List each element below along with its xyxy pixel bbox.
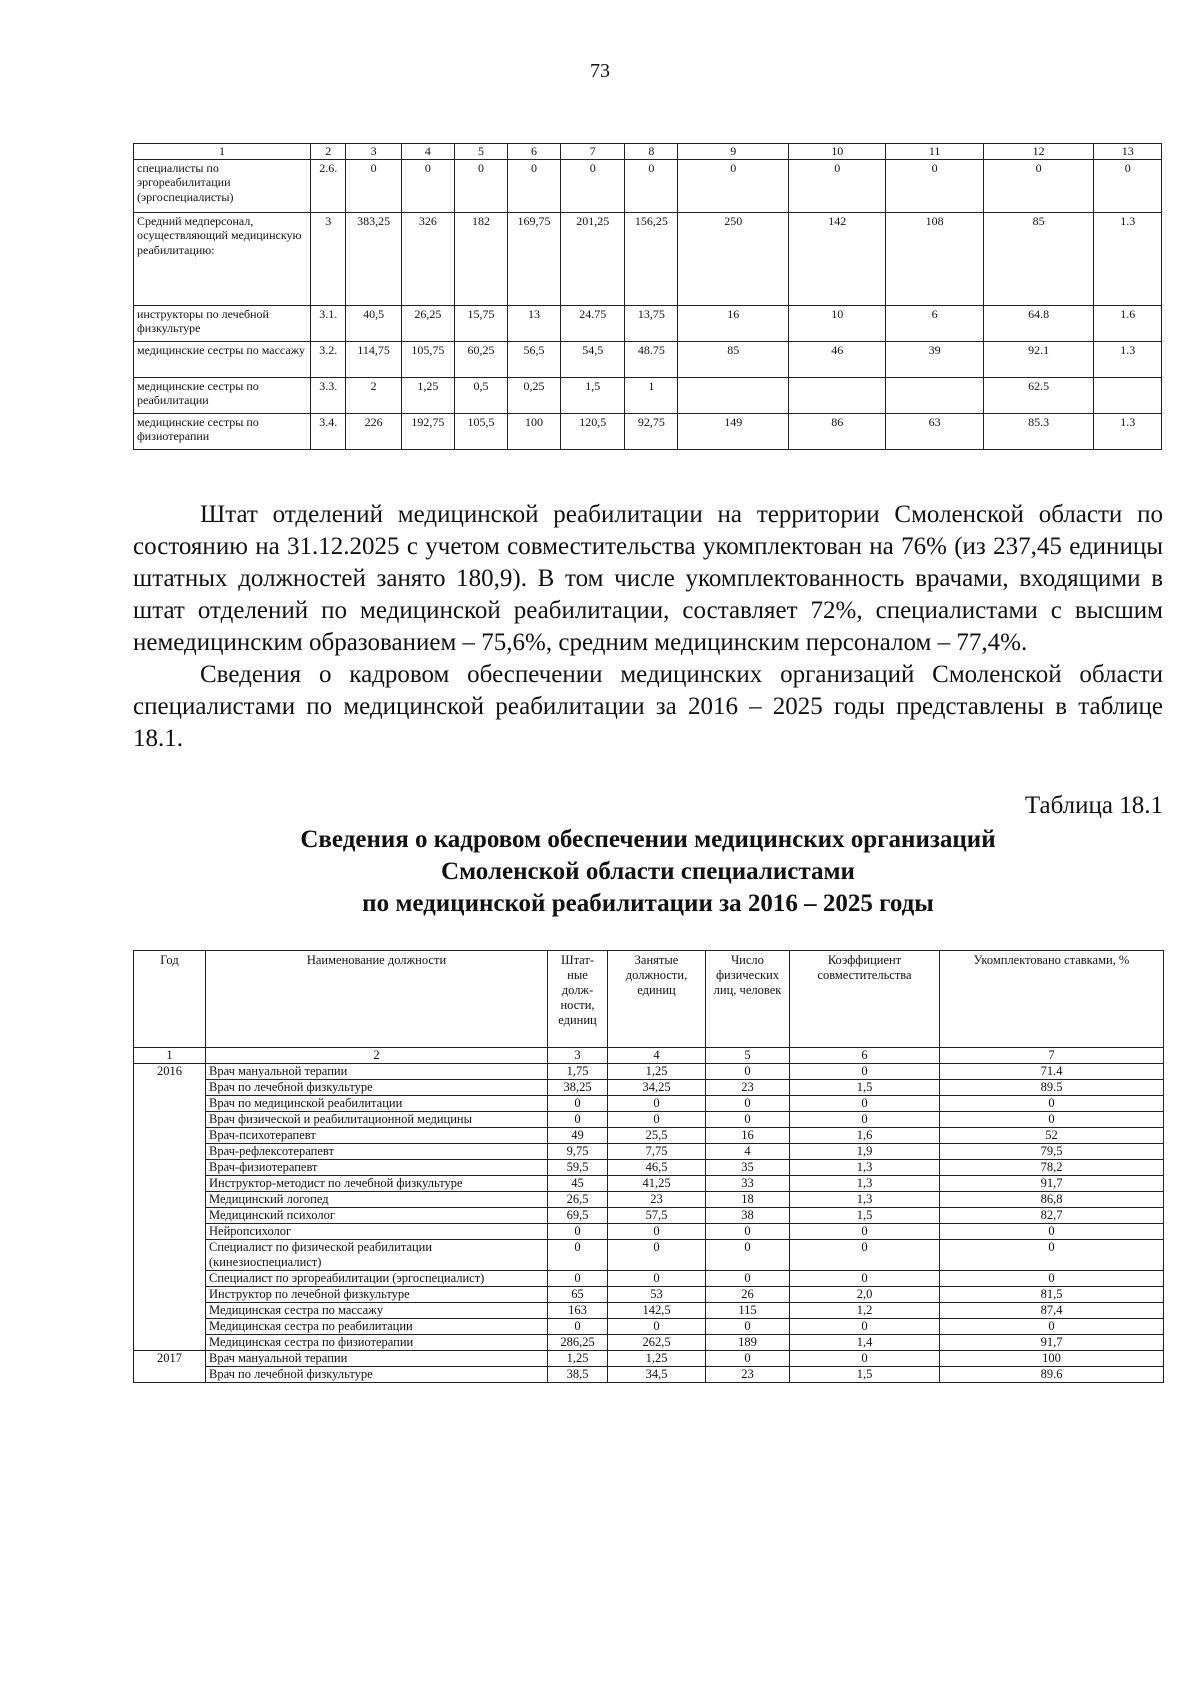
value-cell: 53	[608, 1287, 706, 1303]
position-name-cell: Специалист по физической реабилитации (кинезиоспециалист)	[206, 1240, 548, 1271]
position-name-cell: Врач по лечебной физкультуре	[206, 1367, 548, 1383]
value-cell: 0,5	[454, 378, 507, 414]
value-cell: 0	[706, 1224, 790, 1240]
column-number: 7	[940, 1048, 1164, 1064]
column-number: 12	[983, 144, 1094, 160]
position-name-cell: медицинские сестры по реабилитации	[134, 378, 311, 414]
table-header-row	[134, 951, 1164, 1048]
position-name-cell: Медицинская сестра по массажу	[206, 1303, 548, 1319]
value-cell: 82,7	[940, 1208, 1164, 1224]
value-cell: 6	[886, 306, 983, 342]
paragraph-table-reference: Сведения о кадровом обеспечении медицинских организаций Смоленской области специалистами по медицинской реабилитации за 2016 – 2025 годы представлены в таблице 18.1.	[133, 661, 1163, 752]
value-cell: 3.3.	[311, 378, 346, 414]
value-cell: 1,2	[790, 1303, 940, 1319]
table-row	[134, 1367, 1164, 1383]
value-cell: 46,5	[608, 1160, 706, 1176]
value-cell: 1,9	[790, 1144, 940, 1160]
value-cell: 26	[706, 1287, 790, 1303]
value-cell: 182	[454, 213, 507, 306]
value-cell: 0	[608, 1096, 706, 1112]
value-cell: 91,7	[940, 1335, 1164, 1351]
value-cell: 149	[678, 414, 789, 450]
value-cell: 120,5	[561, 414, 625, 450]
value-cell: 1,25	[608, 1064, 706, 1080]
value-cell: 0	[608, 1224, 706, 1240]
table-row	[134, 1160, 1164, 1176]
value-cell: 114,75	[346, 342, 401, 378]
value-cell: 78,2	[940, 1160, 1164, 1176]
table-row	[134, 1144, 1164, 1160]
value-cell: 25,5	[608, 1128, 706, 1144]
value-cell: 0	[940, 1240, 1164, 1271]
value-cell: 26,5	[548, 1192, 608, 1208]
value-cell: 0	[625, 160, 678, 213]
value-cell: 0	[706, 1351, 790, 1367]
value-cell: 0	[790, 1240, 940, 1271]
staffing-table-continued	[133, 143, 1162, 450]
value-cell: 0	[790, 1064, 940, 1080]
value-cell	[678, 378, 789, 414]
value-cell: 108	[886, 213, 983, 306]
value-cell: 0	[790, 1271, 940, 1287]
column-number: 6	[790, 1048, 940, 1064]
column-number: 8	[625, 144, 678, 160]
position-name-cell: Медицинский логопед	[206, 1192, 548, 1208]
value-cell: 156,25	[625, 213, 678, 306]
table-row	[134, 1240, 1164, 1271]
value-cell: 23	[706, 1367, 790, 1383]
position-name-cell: Нейропсихолог	[206, 1224, 548, 1240]
value-cell: 0	[706, 1064, 790, 1080]
value-cell: 41,25	[608, 1176, 706, 1192]
value-cell: 0	[940, 1224, 1164, 1240]
value-cell: 85	[678, 342, 789, 378]
value-cell: 0	[548, 1112, 608, 1128]
value-cell: 226	[346, 414, 401, 450]
column-number: 10	[789, 144, 886, 160]
column-header: Наименование должности	[206, 951, 548, 1048]
column-number: 5	[454, 144, 507, 160]
column-number: 4	[401, 144, 454, 160]
value-cell: 0	[706, 1096, 790, 1112]
position-name-cell: Средний медперсонал, осуществляющий медицинскую реабилитацию:	[134, 213, 311, 306]
column-number: 4	[608, 1048, 706, 1064]
value-cell: 60,25	[454, 342, 507, 378]
column-number: 6	[508, 144, 561, 160]
value-cell: 0	[454, 160, 507, 213]
value-cell: 64.8	[983, 306, 1094, 342]
value-cell: 1,4	[790, 1335, 940, 1351]
value-cell: 1,5	[790, 1080, 940, 1096]
column-header: Коэффициент совместительства	[790, 951, 940, 1048]
column-number-row	[134, 1048, 1164, 1064]
value-cell: 57,5	[608, 1208, 706, 1224]
table-row	[134, 1064, 1164, 1080]
value-cell: 326	[401, 213, 454, 306]
value-cell: 92,75	[625, 414, 678, 450]
value-cell: 0	[548, 1319, 608, 1335]
value-cell: 0	[940, 1112, 1164, 1128]
table-row	[134, 1192, 1164, 1208]
position-name-cell: Врач по лечебной физкультуре	[206, 1080, 548, 1096]
value-cell: 142,5	[608, 1303, 706, 1319]
value-cell: 0	[706, 1240, 790, 1271]
position-name-cell: специалисты по эргореабилитации (эргоспециалисты)	[134, 160, 311, 213]
value-cell: 34,25	[608, 1080, 706, 1096]
value-cell: 105,5	[454, 414, 507, 450]
table-row	[134, 1176, 1164, 1192]
table-row	[134, 414, 1162, 450]
value-cell: 201,25	[561, 213, 625, 306]
value-cell: 192,75	[401, 414, 454, 450]
table-title-line: по медицинской реабилитации за 2016 – 2025 годы	[362, 890, 934, 917]
table-row	[134, 378, 1162, 414]
column-header: Занятые должности, единиц	[608, 951, 706, 1048]
value-cell: 87,4	[940, 1303, 1164, 1319]
value-cell: 35	[706, 1160, 790, 1176]
position-name-cell: Врач по медицинской реабилитации	[206, 1096, 548, 1112]
value-cell: 1,3	[790, 1160, 940, 1176]
column-header: Год	[134, 951, 206, 1048]
value-cell: 0	[790, 1224, 940, 1240]
position-name-cell: Врач мануальной терапии	[206, 1064, 548, 1080]
value-cell: 0	[706, 1112, 790, 1128]
value-cell: 0	[790, 1319, 940, 1335]
table-row	[134, 1080, 1164, 1096]
paragraph-staffing: Штат отделений медицинской реабилитации на территории Смоленской области по состоянию на 31.12.2025 с учетом совместительства укомплектован на 76% (из 237,45 единицы штатных должностей занято 180,9). В том числе укомплектованность врачами, входящими в штат отделений по медицинской реабилитации, составляет 72%, специалистами с высшим немедицинским образованием – 75,6%, средним медицинским персоналом – 77,4%.	[133, 501, 1163, 656]
value-cell: 45	[548, 1176, 608, 1192]
value-cell: 86,8	[940, 1192, 1164, 1208]
table-row	[134, 306, 1162, 342]
value-cell: 3.1.	[311, 306, 346, 342]
table-row	[134, 213, 1162, 306]
value-cell: 1.3	[1094, 342, 1162, 378]
value-cell: 23	[706, 1080, 790, 1096]
table-row	[134, 1112, 1164, 1128]
value-cell: 85.3	[983, 414, 1094, 450]
value-cell: 0	[548, 1240, 608, 1271]
table-row	[134, 1208, 1164, 1224]
value-cell: 1,3	[790, 1176, 940, 1192]
position-name-cell: медицинские сестры по массажу	[134, 342, 311, 378]
column-number-row	[134, 144, 1162, 160]
value-cell: 52	[940, 1128, 1164, 1144]
value-cell: 23	[608, 1192, 706, 1208]
value-cell: 63	[886, 414, 983, 450]
staffing-table-18-1	[133, 950, 1164, 1383]
value-cell: 15,75	[454, 306, 507, 342]
column-number: 9	[678, 144, 789, 160]
position-name-cell: Медицинский психолог	[206, 1208, 548, 1224]
position-name-cell: Врач-рефлексотерапевт	[206, 1144, 548, 1160]
value-cell: 115	[706, 1303, 790, 1319]
table-row	[134, 1096, 1164, 1112]
table-row	[134, 1287, 1164, 1303]
value-cell: 1,75	[548, 1064, 608, 1080]
column-number: 5	[706, 1048, 790, 1064]
value-cell: 0	[678, 160, 789, 213]
table-title-line: Сведения о кадровом обеспечении медицинских организаций	[300, 826, 996, 853]
column-header: Число физических лиц, человек	[706, 951, 790, 1048]
value-cell: 0	[561, 160, 625, 213]
value-cell: 1.3	[1094, 414, 1162, 450]
value-cell: 1,6	[790, 1128, 940, 1144]
column-number: 1	[134, 144, 311, 160]
value-cell: 56,5	[508, 342, 561, 378]
value-cell: 18	[706, 1192, 790, 1208]
value-cell	[886, 378, 983, 414]
value-cell: 89.5	[940, 1080, 1164, 1096]
position-name-cell: Врач мануальной терапии	[206, 1351, 548, 1367]
table-row	[134, 1128, 1164, 1144]
value-cell: 86	[789, 414, 886, 450]
value-cell: 262,5	[608, 1335, 706, 1351]
value-cell: 0	[346, 160, 401, 213]
table-row	[134, 160, 1162, 213]
year-cell: 2017	[134, 1351, 206, 1383]
value-cell: 0	[1094, 160, 1162, 213]
position-name-cell: инструкторы по лечебной физкультуре	[134, 306, 311, 342]
value-cell: 49	[548, 1128, 608, 1144]
value-cell: 1,5	[790, 1367, 940, 1383]
value-cell: 39	[886, 342, 983, 378]
value-cell: 0,25	[508, 378, 561, 414]
table-row	[134, 1335, 1164, 1351]
table-row	[134, 1319, 1164, 1335]
value-cell: 0	[548, 1096, 608, 1112]
value-cell: 1,5	[790, 1208, 940, 1224]
body-text	[133, 499, 1163, 755]
value-cell: 0	[548, 1271, 608, 1287]
value-cell: 0	[401, 160, 454, 213]
value-cell: 2	[346, 378, 401, 414]
value-cell: 89.6	[940, 1367, 1164, 1383]
value-cell: 3.2.	[311, 342, 346, 378]
table-title-line: Смоленской области специалистами	[441, 858, 855, 885]
column-number: 13	[1094, 144, 1162, 160]
value-cell: 3	[311, 213, 346, 306]
value-cell: 1,5	[561, 378, 625, 414]
value-cell: 0	[608, 1240, 706, 1271]
value-cell: 9,75	[548, 1144, 608, 1160]
value-cell: 10	[789, 306, 886, 342]
position-name-cell: Врач физической и реабилитационной медицины	[206, 1112, 548, 1128]
column-number: 1	[134, 1048, 206, 1064]
value-cell: 4	[706, 1144, 790, 1160]
value-cell	[1094, 378, 1162, 414]
value-cell: 59,5	[548, 1160, 608, 1176]
value-cell: 0	[886, 160, 983, 213]
table-row	[134, 1351, 1164, 1367]
value-cell: 0	[790, 1351, 940, 1367]
value-cell: 16	[706, 1128, 790, 1144]
year-cell: 2016	[134, 1064, 206, 1351]
position-name-cell: Инструктор по лечебной физкультуре	[206, 1287, 548, 1303]
column-header: Укомплектовано ставками, %	[940, 951, 1164, 1048]
table-row	[134, 342, 1162, 378]
value-cell: 0	[983, 160, 1094, 213]
value-cell: 1	[625, 378, 678, 414]
column-header: Штат-ные долж-ности, единиц	[548, 951, 608, 1048]
value-cell: 0	[940, 1319, 1164, 1335]
position-name-cell: медицинские сестры по физиотерапии	[134, 414, 311, 450]
value-cell: 163	[548, 1303, 608, 1319]
value-cell: 105,75	[401, 342, 454, 378]
value-cell: 2.6.	[311, 160, 346, 213]
value-cell: 189	[706, 1335, 790, 1351]
value-cell: 0	[940, 1096, 1164, 1112]
table-row	[134, 1271, 1164, 1287]
value-cell: 2,0	[790, 1287, 940, 1303]
value-cell: 40,5	[346, 306, 401, 342]
value-cell: 38,25	[548, 1080, 608, 1096]
position-name-cell: Инструктор-методист по лечебной физкультуре	[206, 1176, 548, 1192]
column-number: 2	[311, 144, 346, 160]
table-caption: Таблица 18.1	[1024, 792, 1163, 819]
value-cell: 0	[548, 1224, 608, 1240]
value-cell: 100	[508, 414, 561, 450]
value-cell: 48.75	[625, 342, 678, 378]
value-cell: 1.3	[1094, 213, 1162, 306]
value-cell: 250	[678, 213, 789, 306]
value-cell: 286,25	[548, 1335, 608, 1351]
value-cell: 62.5	[983, 378, 1094, 414]
value-cell: 34,5	[608, 1367, 706, 1383]
value-cell: 0	[706, 1271, 790, 1287]
value-cell: 91,7	[940, 1176, 1164, 1192]
value-cell: 54,5	[561, 342, 625, 378]
value-cell: 92.1	[983, 342, 1094, 378]
value-cell	[789, 378, 886, 414]
value-cell: 85	[983, 213, 1094, 306]
value-cell: 0	[608, 1319, 706, 1335]
value-cell: 0	[789, 160, 886, 213]
value-cell: 1,25	[548, 1351, 608, 1367]
position-name-cell: Врач-психотерапевт	[206, 1128, 548, 1144]
value-cell: 13	[508, 306, 561, 342]
value-cell: 142	[789, 213, 886, 306]
value-cell: 383,25	[346, 213, 401, 306]
position-name-cell: Врач-физиотерапевт	[206, 1160, 548, 1176]
page-number: 73	[590, 60, 610, 82]
value-cell: 169,75	[508, 213, 561, 306]
table-row	[134, 1224, 1164, 1240]
value-cell: 1.6	[1094, 306, 1162, 342]
value-cell: 81,5	[940, 1287, 1164, 1303]
value-cell: 1,3	[790, 1192, 940, 1208]
table-title	[133, 824, 1163, 920]
value-cell: 16	[678, 306, 789, 342]
table-row	[134, 1303, 1164, 1319]
value-cell: 3.4.	[311, 414, 346, 450]
column-number: 3	[346, 144, 401, 160]
value-cell: 24.75	[561, 306, 625, 342]
value-cell: 13,75	[625, 306, 678, 342]
value-cell: 79,5	[940, 1144, 1164, 1160]
value-cell: 0	[608, 1112, 706, 1128]
position-name-cell: Медицинская сестра по реабилитации	[206, 1319, 548, 1335]
value-cell: 0	[790, 1096, 940, 1112]
value-cell: 7,75	[608, 1144, 706, 1160]
value-cell: 1,25	[401, 378, 454, 414]
value-cell: 69,5	[548, 1208, 608, 1224]
value-cell: 26,25	[401, 306, 454, 342]
value-cell: 0	[940, 1271, 1164, 1287]
value-cell: 38,5	[548, 1367, 608, 1383]
value-cell: 1,25	[608, 1351, 706, 1367]
value-cell: 0	[508, 160, 561, 213]
column-number: 2	[206, 1048, 548, 1064]
column-number: 11	[886, 144, 983, 160]
value-cell: 38	[706, 1208, 790, 1224]
value-cell: 46	[789, 342, 886, 378]
column-number: 3	[548, 1048, 608, 1064]
column-number: 7	[561, 144, 625, 160]
value-cell: 100	[940, 1351, 1164, 1367]
value-cell: 71.4	[940, 1064, 1164, 1080]
value-cell: 65	[548, 1287, 608, 1303]
position-name-cell: Специалист по эргореабилитации (эргоспециалист)	[206, 1271, 548, 1287]
position-name-cell: Медицинская сестра по физиотерапии	[206, 1335, 548, 1351]
value-cell: 0	[608, 1271, 706, 1287]
value-cell: 33	[706, 1176, 790, 1192]
value-cell: 0	[790, 1112, 940, 1128]
value-cell: 0	[706, 1319, 790, 1335]
